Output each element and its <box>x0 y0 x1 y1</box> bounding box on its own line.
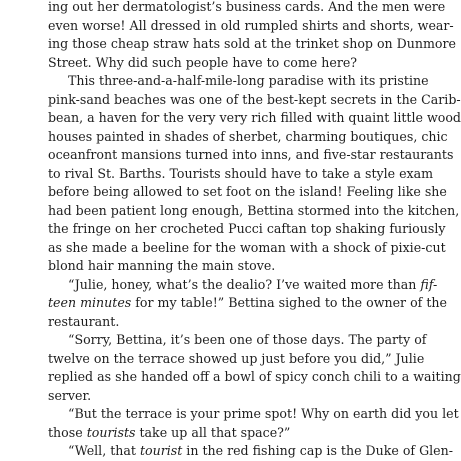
text-span: replied as she handed off a bowl of spicy conch chili to a waiting <box>48 369 461 384</box>
text-span: This three-and-a-half-mile-long paradise with its pristine <box>68 73 429 88</box>
text-span: “Well, that <box>68 443 140 458</box>
text-span: “Julie, honey, what’s the dealio? I’ve waited more than <box>68 276 421 292</box>
text-line <box>48 109 461 128</box>
text-line <box>48 72 429 91</box>
text-line <box>48 350 425 369</box>
text-span: “Sorry, Bettina, it’s been one of those days. The party of <box>68 332 427 347</box>
text-span: Street. Why did such people have to come here? <box>48 54 358 70</box>
text-span: had been patient long enough, Bettina stormed into the kitchen, <box>48 202 460 218</box>
text-span: even worse! All dressed in old rumpled shirts and shorts, wear- <box>48 17 454 33</box>
text-span: blond hair manning the main stove. <box>48 258 276 273</box>
text-span: pink-sand beaches was one of the best-kept secrets in the Carib- <box>48 91 461 107</box>
body-text <box>48 0 461 461</box>
italic-text: fif- <box>420 276 438 292</box>
text-line <box>48 35 456 54</box>
text-span: restaurant. <box>48 313 120 329</box>
text-line <box>48 424 368 443</box>
text-span: ing out her dermatologist’s business cards. And the men were <box>48 0 446 14</box>
text-line <box>48 183 447 202</box>
italic-text: tourists <box>86 424 136 440</box>
text-line <box>48 276 438 295</box>
text-line <box>48 257 368 276</box>
text-line <box>48 239 446 258</box>
text-span: those <box>48 424 87 440</box>
text-span: bean, a haven for the very very rich filled with quaint little wood <box>48 110 461 125</box>
text-line <box>48 128 448 147</box>
text-span: before being allowed to set foot on the island! Feeling like she <box>48 184 447 199</box>
text-span: take up all that space?” <box>135 424 291 440</box>
text-span: houses painted in shades of sherbet, charming boutiques, chic <box>48 128 448 144</box>
text-line <box>48 294 447 313</box>
text-line <box>48 442 453 461</box>
text-line <box>48 165 434 184</box>
text-span: in the red fishing cap is the Duke of Glen- <box>182 443 453 458</box>
text-line <box>48 202 460 221</box>
text-span: server. <box>48 387 92 403</box>
text-line <box>48 331 427 350</box>
text-line <box>48 91 461 110</box>
text-line <box>48 405 459 424</box>
text-line <box>48 368 461 387</box>
text-line <box>48 17 454 36</box>
text-span: twelve on the terrace showed up just before you did,” Julie <box>48 350 425 366</box>
text-line <box>48 54 368 73</box>
text-span: the fringe on her crocheted Pucci caftan top shaking furiously <box>48 221 446 236</box>
text-span: oceanfront mansions turned into inns, and five-star restaurants <box>48 147 454 162</box>
text-line <box>48 220 446 239</box>
italic-text: teen minutes <box>48 295 132 310</box>
text-span: “But the terrace is your prime spot! Why on earth did you let <box>68 406 459 421</box>
text-span: ing those cheap straw hats sold at the trinket shop on Dunmore <box>48 36 456 51</box>
text-span: for my table!” Bettina sighed to the owner of the <box>131 295 447 310</box>
italic-text: tourist <box>139 443 183 458</box>
text-line <box>48 146 454 165</box>
text-line <box>48 313 368 332</box>
text-span: to rival St. Barths. Tourists should have to take a style exam <box>48 165 434 181</box>
text-line <box>48 0 446 17</box>
text-line <box>48 387 368 406</box>
text-span: as she made a beeline for the woman with a shock of pixie-cut <box>48 239 446 255</box>
